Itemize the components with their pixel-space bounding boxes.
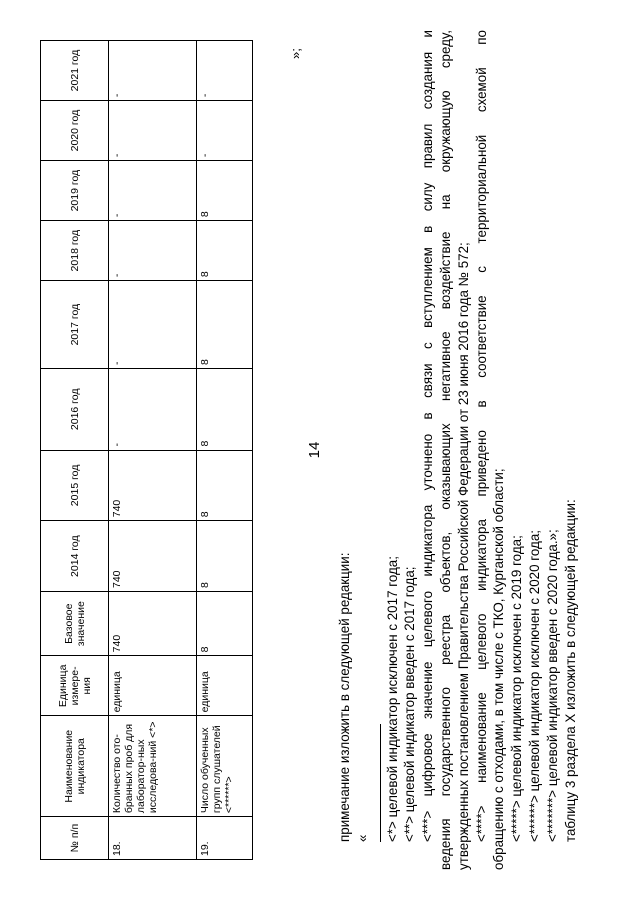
table-row — [109, 41, 197, 860]
table-cell: 8 — [197, 221, 253, 281]
table-header-cell: 2016 год — [41, 369, 109, 450]
rotated-page — [40, 20, 600, 880]
table-cell: 8 — [197, 369, 253, 450]
table-header-cell: 2020 год — [41, 101, 109, 161]
table-cell: 740 — [109, 592, 197, 656]
footnote-divider — [372, 724, 381, 842]
table-cell: - — [109, 221, 197, 281]
final-paragraph: таблицу 3 раздела X изложить в следующей редакции: — [562, 499, 578, 842]
notes-text — [336, 30, 579, 870]
table-cell: единица — [109, 656, 197, 716]
table-cell: 8 — [197, 592, 253, 656]
table-cell: 8 — [197, 161, 253, 221]
table-cell: 8 — [197, 521, 253, 592]
footnote-4-line-2: обращению с отходами, в том числе с ТКО, Курганской области; — [491, 468, 507, 870]
table-cell: - — [109, 369, 197, 450]
footnote-7: <*******> целевой индикатор введен с 2020 года.»; — [544, 529, 560, 842]
footnote-6: <******> целевой индикатор исключен с 2020 года; — [526, 529, 542, 842]
footnote-3-line-3: утвержденных постановлением Правительства Российской Федерации от 23 июня 2016 года № 572; — [455, 242, 471, 870]
table-header-cell: Единица измере-ния — [41, 656, 109, 716]
page-number: 14 — [306, 441, 323, 459]
table-header-cell: 2014 год — [41, 521, 109, 592]
table-header-cell: 2015 год — [41, 450, 109, 521]
table-cell: - — [197, 41, 253, 101]
table-cell: Число обученных групп слушателей <******> — [197, 716, 253, 817]
table-cell: - — [109, 101, 197, 161]
indicators-table — [40, 40, 253, 860]
quote-open: « — [354, 834, 370, 842]
table-row — [197, 41, 253, 860]
table-cell: 740 — [109, 521, 197, 592]
table-header-cell: № п/п — [41, 817, 109, 860]
footnote-2: <**> целевой индикатор введен с 2017 года; — [402, 566, 418, 842]
table-cell: 18. — [109, 817, 197, 860]
table-cell: Количество ото-бранных проб для лаборатор-ных исследова-ний <*> — [109, 716, 197, 817]
table-header-cell: 2021 год — [41, 41, 109, 101]
table-header-row — [41, 41, 109, 860]
footnote-3-line-1: <***> цифровое значение целевого индикатора уточнено в связи с вступлением в силу правил создания и — [420, 30, 436, 842]
table-cell: 8 — [197, 450, 253, 521]
table-header-cell: 2018 год — [41, 221, 109, 281]
footnote-3-line-2: ведения государственного реестра объектов, оказывающих негативное воздействие на окружающую среду, — [437, 30, 453, 870]
table-header-cell: 2019 год — [41, 161, 109, 221]
table-cell: - — [109, 161, 197, 221]
footnote-5: <*****> целевой индикатор исключен с 2019 года; — [509, 535, 525, 842]
table-cell: единица — [197, 656, 253, 716]
table-cell: - — [109, 281, 197, 369]
table-header-cell: Базовое значение — [41, 592, 109, 656]
table-cell: 740 — [109, 450, 197, 521]
table-header-cell: Наименование индикатора — [41, 716, 109, 817]
footnote-1: <*> целевой индикатор исключен с 2017 года; — [384, 556, 400, 842]
table-cell: 8 — [197, 281, 253, 369]
intro-paragraph: примечание изложить в следующей редакции: — [337, 552, 352, 842]
table-cell: - — [109, 41, 197, 101]
footnote-4-line-1: <****> наименование целевого индикатора приведено в соответствие с территориальной схемой по — [473, 30, 489, 842]
table-closing-quote: »; — [288, 48, 303, 59]
table-header-cell: 2017 год — [41, 281, 109, 369]
table-cell: - — [197, 101, 253, 161]
table-cell: 19. — [197, 817, 253, 860]
